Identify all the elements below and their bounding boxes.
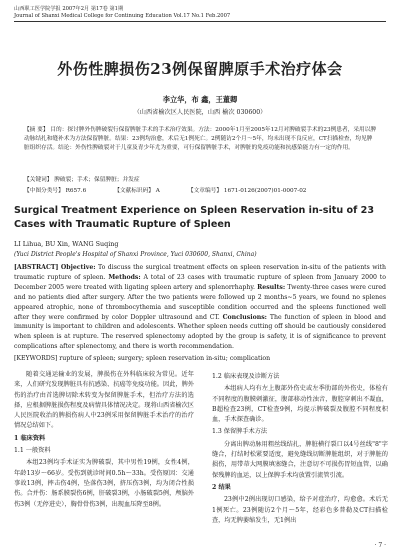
journal-header [14, 6, 386, 20]
page-number: · 7 · [374, 542, 386, 549]
subsection-heading-surgery: 1.3 保留脾手术方法 [212, 428, 268, 436]
authors-cn: 李立华，布 鑫，王董卿 [162, 95, 238, 104]
keywords-en: [KEYWORDS] rupture of spleen; surgery; spleen reservation in-situ; complication [14, 355, 271, 362]
diagnosis-paragraph: 本组病人均有左上腹部外伤史或左季肋部的外伤史，体检有不同程度的腹膜刺激征，腹部移动性浊音，腹腔穿刺出不凝血，B超检查23例，CT检查9例，均提示脾破裂及腹腔不同程度积血，手术探查确诊。 [212, 385, 388, 424]
conclusions-text: The function of spleen in blood and immunity is important to children and adolescents. Whether spleen needs cutting off should be cautiously considered when spleen is at rupture. The reserved splenectomy adopted by the group is safety, it is of significance to prevent complications after splenectomy, and there is worth recommendation. [14, 313, 386, 351]
header-divider [14, 21, 386, 22]
header-line-en: Journal of Shanxi Medical College for Continuing Education Vol.17 No.1 Feb.2007 [14, 13, 231, 19]
section-heading-clinical-data: 1 临床资料 [14, 434, 46, 442]
objective-text: To discuss the surgical treatment effects on spleen reservation in-situ of the patients with traumatic rupture of spleen. [14, 264, 387, 281]
header-line-cn: 山西职工医学院学报 2007年2月 第17卷 第1期 [14, 6, 124, 12]
abstract-cn: 【摘 要】 目的：探讨脾外伤脾破裂行保留脾脏手术的手术治疗效果。方法：2000年1月至2005年12月对脾破裂手术的23例患者，采用以脾动脉结扎和缝补术为方法保留脾脏。结果：23例均治愈，术后无1例死亡。2例随访2个月～5年，均未出现不良反应，CT扫描检查，均见脾脏组织存活。结论：外伤性脾破裂对于儿童及青少年尤为重要，可行保留脾脏手术，对脾脏的免疫功能和抗感染能力有一定的作用。 [24, 127, 377, 151]
document-code: 【文献标识码】 A [114, 188, 160, 194]
general-data-paragraph: 本组23例均手术证实为脾破裂，其中男性19例，女性4例，年龄13岁～66岁。受伤到就诊时间0.5h～33h。受伤原因：交通事故13例，摔击伤4例，坠落伤3例，挤压伤3例，均为闭合性损伤。合并伤：肠系膜裂伤6例，肝破裂3例，小肠破裂5例，颅脑外伤3例（无停进史），胸骨骨伤3例，出现血压降至8例。 [14, 459, 194, 508]
abstract-label: [ABSTRACT] [14, 264, 59, 271]
methods-label: Methods: [108, 273, 141, 281]
authors-en: LI Lihua, BU Xin, WANG Suqing [14, 240, 119, 248]
article-title-en: Surgical Treatment Experience on Spleen Reservation in-situ of 23 Cases with Traumatic Rupture of Spleen [14, 205, 374, 230]
results-text: Twenty-three cases were cured and no patients died after surgery. After the two patients were followed up 2 months~5 years, we found no splenes appeared atrophic, none of thrombocythemia and susceptible condition occurred and the spleens functioned well after they were confirmed by color Doppler ultrasound and CT. [14, 283, 387, 321]
objective-label: Objective: [60, 264, 96, 271]
clc-number: 【中图分类号】 R657.6 [24, 188, 87, 194]
affiliation-en: (Yuci District People's Hospital of Shanxi Province, Yuci 030600, Shanxi, China) [14, 251, 257, 258]
subsection-heading-general: 1.1 一般资料 [14, 447, 51, 455]
conclusions-label: Conclusions: [222, 313, 267, 321]
surgery-paragraph: 分离出脾动脉用粗丝线结扎，脾脏横行裂口以4号丝线"8"字缝合，打结时松紧要适度，避免缝线切断脾脏组织，对于脾脏的损伤，用带蒂大网膜填塞缝合，注意切不可损伤胃短血管，以确保残脾的血运，以上保脾手术均放置引流管引流。 [212, 440, 388, 479]
body-column-left [14, 370, 194, 510]
classification-row [24, 185, 378, 194]
article-title-cn: 外伤性脾损伤23例保留脾原手术治疗体会 [57, 60, 343, 78]
intro-paragraph: 随着交通运输业的发展，脾损伤在外科临床较为常见。近年来，人们研究发现脾脏具有抗感染、抗癌等免疫功能。因此，脾外伤的治疗由首选脾切除术转变为保留脾脏手术，但治疗方法的选择，应根据脾脏损伤程度及病情具体情况决定。现将山西省榆次区人民医院收治的脾损伤病人中23例采用保留脾脏手术治疗的治疗情况总结如下。 [14, 371, 194, 430]
article-number: 【文章编号】 1671-0126(2007)01-0007-02 [187, 188, 307, 194]
keywords-cn: 【关键词】 脾破裂；手术；保留脾脏；并发症 [24, 177, 140, 183]
subsection-heading-diagnosis: 1.2 临床表现及诊断方法 [212, 373, 280, 380]
results-paragraph: 23例中2例出现切口感染，给予对症治疗，均愈愈。术后无1例死亡。23例随访2个月～5年，经彩色多普勒及CT扫描检查，均无脾萎缩发生，无1例出 [212, 496, 388, 524]
body-column-right [212, 370, 388, 526]
abstract-en [14, 263, 386, 352]
results-label: Results: [257, 283, 286, 291]
section-heading-results: 2 结果 [212, 483, 231, 491]
methods-text: A total of 23 cases with traumatic rupture of spleen from January 2000 to December 2005 were treated with ligating spleen artery and splenorrhaphy. [14, 273, 387, 291]
affiliation-cn: （山西省榆次区人民医院，山西 榆次 030600） [133, 109, 267, 116]
